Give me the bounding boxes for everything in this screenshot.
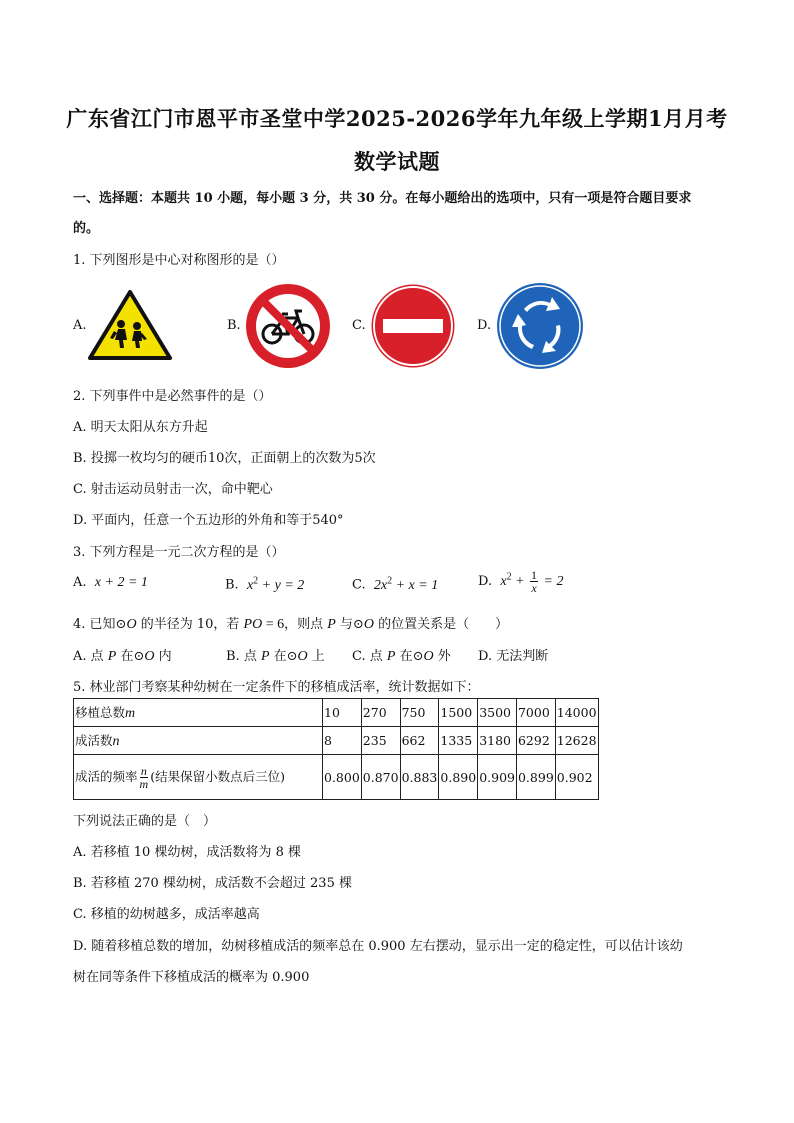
- q3-option-b: B. $x^2 + y = 2$: [225, 575, 305, 593]
- q4-option-a: A. 点 P 在⊙O 内: [73, 649, 172, 664]
- page-title: 广东省江门市恩平市圣堂中学2025-2026学年九年级上学期1月月考: [66, 106, 728, 131]
- q1-option-c-label: C.: [352, 318, 366, 333]
- q2-option-d: D. 平面内，任意一个五边形的外角和等于540°: [73, 513, 344, 528]
- q1-option-a-label: A.: [73, 318, 87, 333]
- q5-option-a: A. 若移植 10 棵幼树，成活数将为 8 棵: [73, 845, 301, 860]
- q1-option-b-label: B.: [227, 318, 241, 333]
- table-cell: 235: [361, 727, 400, 755]
- q3-option-d: D. $x^2$ + $\frac{1}{x}$ = 2: [478, 568, 564, 595]
- q5-option-c: C. 移植的幼树越多，成活率越高: [73, 907, 260, 922]
- table-cell: 0.899: [516, 755, 555, 800]
- q2-option-c: C. 射击运动员射击一次，命中靶心: [73, 482, 273, 497]
- table-cell: 750: [400, 699, 439, 727]
- q5-option-b: B. 若移植 270 棵幼树，成活数不会超过 235 棵: [73, 876, 352, 891]
- q3-option-a: A. x + 2 = 1: [73, 575, 148, 590]
- q2-option-b: B. 投掷一枚均匀的硬币10次，正面朝上的次数为5次: [73, 451, 376, 466]
- table-cell: 270: [361, 699, 400, 727]
- question-2-stem: 2. 下列事件中是必然事件的是（）: [73, 389, 272, 404]
- q5-prompt: 下列说法正确的是（ ）: [73, 814, 217, 829]
- page-subtitle: 数学试题: [354, 149, 440, 174]
- table-row: [74, 727, 599, 755]
- table-cell: 14000: [555, 699, 598, 727]
- table-cell: 12628: [555, 727, 598, 755]
- q4-option-d: D. 无法判断: [478, 649, 549, 664]
- row-header-total: 移植总数m: [74, 699, 323, 727]
- q4-option-b: B. 点 P 在⊙O 上: [226, 649, 325, 664]
- section-heading-cont: 的。: [73, 221, 100, 236]
- section-heading: 一、选择题：本题共 10 小题，每小题 3 分，共 30 分。在每小题给出的选项中，只有一项是符合题目要求: [73, 191, 692, 206]
- table-row: [74, 755, 599, 800]
- q5-option-d: D. 随着移植总数的增加，幼树移植成活的频率总在 0.900 左右摆动，显示出一定的稳定性，可以估计该幼: [73, 939, 683, 954]
- table-cell: 0.883: [400, 755, 439, 800]
- table-cell: 7000: [516, 699, 555, 727]
- table-cell: 0.800: [323, 755, 362, 800]
- table-cell: 3180: [478, 727, 517, 755]
- q4-option-c: C. 点 P 在⊙O 外: [352, 649, 451, 664]
- table-cell: 0.870: [361, 755, 400, 800]
- survival-rate-table: [73, 698, 599, 800]
- q2-option-a: A. 明天太阳从东方升起: [73, 420, 208, 435]
- q1-option-d-label: D.: [477, 318, 492, 333]
- question-1-stem: 1. 下列图形是中心对称图形的是（）: [73, 253, 285, 268]
- question-3-stem: 3. 下列方程是一元二次方程的是（）: [73, 545, 285, 560]
- table-cell: 10: [323, 699, 362, 727]
- table-cell: 662: [400, 727, 439, 755]
- table-cell: 3500: [478, 699, 517, 727]
- table-cell: 1500: [439, 699, 478, 727]
- question-4-stem: 4. 已知⊙O 的半径为 10，若 PO = 6，则点 P 与⊙O 的位置关系是（ ）: [73, 617, 509, 632]
- children-crossing-warning-sign-icon: [88, 290, 172, 360]
- no-entry-sign-icon: [367, 282, 459, 370]
- table-cell: 0.902: [555, 755, 598, 800]
- no-bicycles-sign-icon: [242, 282, 334, 370]
- table-row: [74, 699, 599, 727]
- q3-option-c: C. $2x^2 + x = 1$: [352, 575, 439, 593]
- row-header-frequency: 成活的频率 $\frac{n}{m}$ (结果保留小数点后三位): [74, 755, 323, 800]
- table-cell: 0.909: [478, 755, 517, 800]
- table-cell: 8: [323, 727, 362, 755]
- table-cell: 6292: [516, 727, 555, 755]
- roundabout-sign-icon: [494, 281, 586, 371]
- table-cell: 0.890: [439, 755, 478, 800]
- question-5-stem: 5. 林业部门考察某种幼树在一定条件下的移植成活率，统计数据如下：: [73, 680, 480, 695]
- table-cell: 1335: [439, 727, 478, 755]
- row-header-survived: 成活数n: [74, 727, 323, 755]
- q5-option-d-cont: 树在同等条件下移植成活的概率为 0.900: [73, 970, 310, 985]
